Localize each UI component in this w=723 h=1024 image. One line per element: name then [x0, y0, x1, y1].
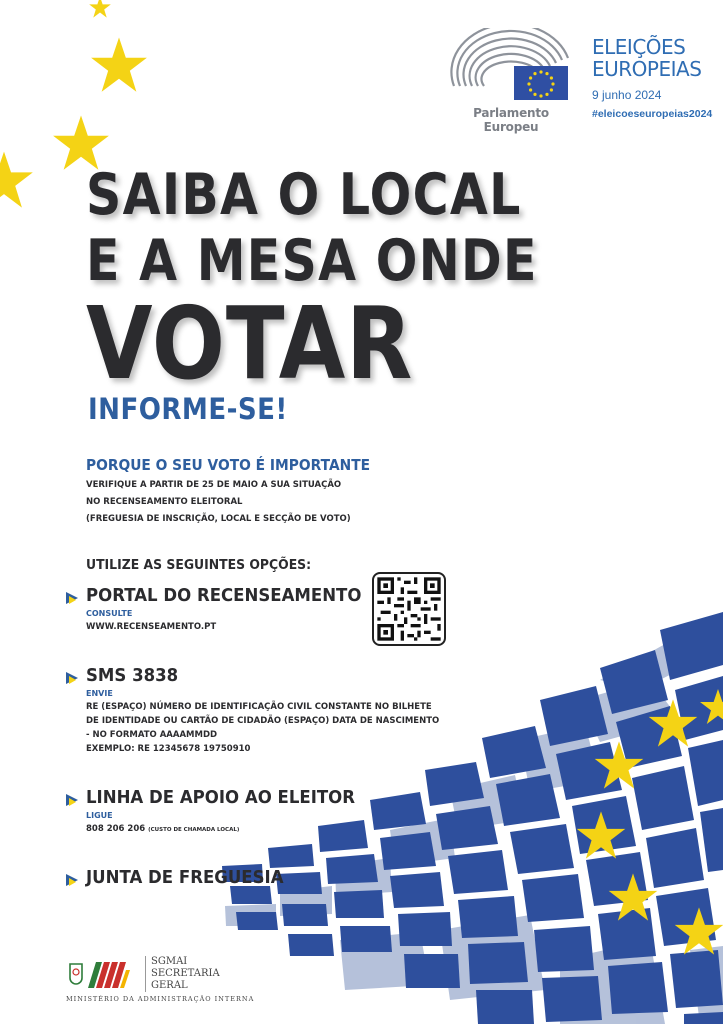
headline-vote: VOTAR — [86, 285, 414, 402]
importance-line: NO RECENSEAMENTO ELEITORAL — [86, 497, 243, 507]
election-title-line2: EUROPEIAS — [592, 57, 702, 81]
option-sms-action: ENVIE — [86, 689, 113, 698]
ministry-name: MINISTÉRIO DA ADMINISTRAÇÃO INTERNA — [66, 995, 255, 1003]
sgmai-line1: SGMAI — [151, 956, 188, 967]
arrow-bullet-icon — [66, 672, 78, 684]
option-sms-line: - NO FORMATO AAAAMMDD — [86, 730, 218, 740]
option-sms-line: DE IDENTIDADE OU CARTÃO DE CIDADÃO (ESPAÇO) DATA DE NASCIMENTO — [86, 716, 440, 726]
options-intro: UTILIZE AS SEGUINTES OPÇÕES: — [86, 557, 312, 573]
headline-line2: E A MESA ONDE — [86, 228, 538, 294]
option-parish-title: JUNTA DE FREGUESIA — [86, 867, 284, 888]
importance-line: VERIFIQUE A PARTIR DE 25 DE MAIO A SUA SITUAÇÃO — [86, 480, 342, 490]
election-title — [592, 36, 701, 80]
qr-code-icon[interactable] — [372, 572, 446, 646]
headline-line1: SAIBA O LOCAL — [86, 162, 522, 228]
option-portal-url[interactable]: WWW.RECENSEAMENTO.PT — [86, 622, 217, 632]
importance-title: PORQUE O SEU VOTO É IMPORTANTE — [86, 456, 371, 474]
eu-star-icon — [91, 38, 147, 92]
option-portal-action: CONSULTE — [86, 609, 133, 618]
qr-code-pattern — [374, 574, 444, 644]
headline-subline: INFORME-SE! — [88, 392, 288, 426]
option-sms-title: SMS 3838 — [86, 665, 179, 686]
option-helpline-action: LIGUE — [86, 811, 113, 820]
importance-line: (FREGUESIA DE INSCRIÇÃO, LOCAL E SECÇÃO DE VOTO) — [86, 514, 351, 524]
eu-star-icon — [0, 152, 33, 208]
election-hashtag: #eleicoeseuropeias2024 — [592, 108, 713, 120]
election-date: 9 junho 2024 — [592, 88, 662, 102]
option-sms-line: RE (ESPAÇO) NÚMERO DE IDENTIFICAÇÃO CIVIL CONSTANTE NO BILHETE — [86, 702, 432, 712]
ministry-logo-icon — [66, 958, 138, 992]
arrow-bullet-icon — [66, 874, 78, 886]
sgmai-org-name — [145, 956, 220, 992]
option-sms-example: EXEMPLO: RE 12345678 19750910 — [86, 744, 251, 754]
eu-star-icon — [89, 0, 111, 18]
arrow-bullet-icon — [66, 794, 78, 806]
option-portal-title: PORTAL DO RECENSEAMENTO — [86, 585, 362, 606]
helpline-cost-note: (CUSTO DE CHAMADA LOCAL) — [148, 827, 240, 833]
sgmai-line2: SECRETARIA — [151, 968, 220, 979]
option-helpline-title: LINHA DE APOIO AO ELEITOR — [86, 787, 355, 808]
parliament-name: Parlamento Europeu — [473, 106, 549, 134]
sgmai-line3: GERAL — [151, 980, 188, 991]
arrow-bullet-icon — [66, 592, 78, 604]
election-title-line1: ELEIÇÕES — [592, 35, 686, 59]
helpline-number[interactable]: 808 206 206 — [86, 824, 146, 834]
option-helpline-phone — [86, 824, 239, 834]
